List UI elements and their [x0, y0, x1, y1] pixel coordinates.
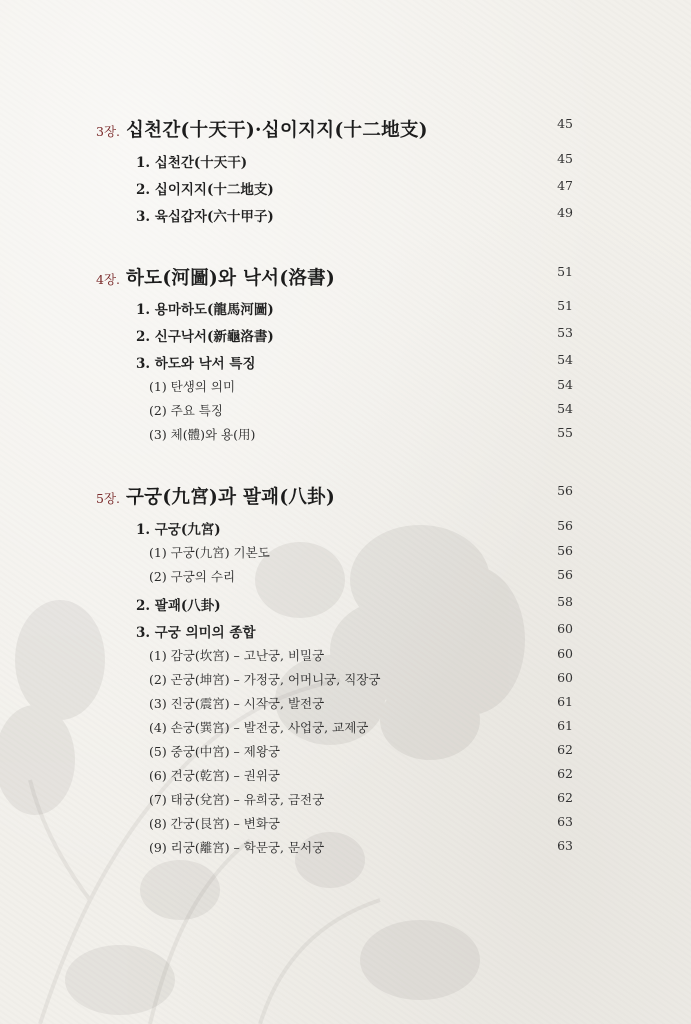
section-title: 2. 팔괘(八卦): [136, 598, 221, 614]
section-row[interactable]: [136, 151, 576, 173]
subsection-title: (2) 구궁의 수리: [149, 569, 236, 584]
section-page-number: 49: [557, 205, 573, 220]
subsection-title: (1) 탄생의 의미: [149, 379, 236, 394]
subsection-row[interactable]: [149, 646, 576, 666]
section-page-number: 51: [557, 298, 573, 313]
subsection-row[interactable]: [149, 790, 576, 810]
subsection-row[interactable]: [149, 814, 576, 834]
subsection-title: (3) 체(體)와 용(用): [149, 427, 256, 442]
section-page-number: 54: [557, 352, 573, 367]
subsection-page-number: 60: [557, 646, 573, 661]
subsection-page-number: 55: [557, 425, 573, 440]
subsection-page-number: 61: [557, 718, 573, 733]
section-row[interactable]: [136, 518, 576, 540]
subsection-title: (5) 중궁(中宮) – 제왕궁: [149, 744, 281, 759]
subsection-row[interactable]: [149, 567, 576, 587]
chapter-4-row[interactable]: [96, 264, 576, 292]
subsection-page-number: 56: [557, 543, 573, 558]
subsection-title: (2) 곤궁(坤宮) – 가정궁, 어머니궁, 직장궁: [149, 672, 381, 687]
section-title: 1. 구궁(九宮): [136, 522, 221, 538]
section-page-number: 47: [557, 178, 573, 193]
subsection-page-number: 56: [557, 567, 573, 582]
subsection-page-number: 60: [557, 670, 573, 685]
subsection-title: (2) 주요 특징: [149, 403, 223, 418]
section-row[interactable]: [136, 325, 576, 347]
section-title: 3. 하도와 낙서 특징: [136, 356, 256, 372]
section-row[interactable]: [136, 594, 576, 616]
chapter-title: 구궁(九宮)과 팔괘(八卦): [126, 487, 336, 508]
subsection-title: (9) 리궁(離宮) – 학문궁, 문서궁: [149, 840, 325, 855]
subsection-row[interactable]: [149, 838, 576, 858]
subsection-title: (1) 구궁(九宮) 기본도: [149, 545, 270, 560]
subsection-page-number: 61: [557, 694, 573, 709]
subsection-row[interactable]: [149, 670, 576, 690]
subsection-row[interactable]: [149, 401, 576, 421]
section-page-number: 56: [557, 518, 573, 533]
section-row[interactable]: [136, 178, 576, 200]
section-page-number: 58: [557, 594, 573, 609]
subsection-page-number: 62: [557, 790, 573, 805]
subsection-row[interactable]: [149, 425, 576, 445]
subsection-row[interactable]: [149, 543, 576, 563]
chapter-3-row[interactable]: [96, 116, 576, 144]
subsection-page-number: 62: [557, 766, 573, 781]
subsection-title: (1) 감궁(坎宮) – 고난궁, 비밀궁: [149, 648, 325, 663]
section-row[interactable]: [136, 205, 576, 227]
section-title: 2. 신구낙서(新龜洛書): [136, 329, 274, 345]
section-row[interactable]: [136, 352, 576, 374]
subsection-page-number: 63: [557, 838, 573, 853]
section-title: 3. 구궁 의미의 종합: [136, 625, 256, 641]
chapter-5-row[interactable]: [96, 483, 576, 511]
subsection-page-number: 54: [557, 401, 573, 416]
section-row[interactable]: [136, 298, 576, 320]
subsection-row[interactable]: [149, 742, 576, 762]
subsection-row[interactable]: [149, 718, 576, 738]
section-page-number: 53: [557, 325, 573, 340]
subsection-title: (4) 손궁(巽宮) – 발전궁, 사업궁, 교제궁: [149, 720, 369, 735]
section-title: 1. 용마하도(龍馬河圖): [136, 302, 274, 318]
section-page-number: 45: [557, 151, 573, 166]
subsection-title: (8) 간궁(艮宮) – 변화궁: [149, 816, 281, 831]
chapter-page-number: 56: [557, 483, 573, 498]
section-title: 1. 십천간(十天干): [136, 155, 248, 171]
subsection-title: (7) 태궁(兌宮) – 유희궁, 금전궁: [149, 792, 325, 807]
subsection-title: (3) 진궁(震宮) – 시작궁, 발전궁: [149, 696, 325, 711]
subsection-page-number: 62: [557, 742, 573, 757]
chapter-page-number: 51: [557, 264, 573, 279]
subsection-row[interactable]: [149, 377, 576, 397]
subsection-row[interactable]: [149, 694, 576, 714]
section-title: 3. 육십갑자(六十甲子): [136, 209, 274, 225]
subsection-row[interactable]: [149, 766, 576, 786]
chapter-page-number: 45: [557, 116, 573, 131]
subsection-page-number: 54: [557, 377, 573, 392]
section-title: 2. 십이지지(十二地支): [136, 182, 274, 198]
chapter-title: 십천간(十天干)·십이지지(十二地支): [126, 120, 428, 141]
chapter-title: 하도(河圖)와 낙서(洛書): [126, 268, 336, 289]
section-page-number: 60: [557, 621, 573, 636]
chapter-number: 4장.: [96, 272, 121, 287]
section-row[interactable]: [136, 621, 576, 643]
subsection-page-number: 63: [557, 814, 573, 829]
chapter-number: 3장.: [96, 124, 121, 139]
subsection-title: (6) 건궁(乾宮) – 권위궁: [149, 768, 281, 783]
chapter-number: 5장.: [96, 491, 121, 506]
